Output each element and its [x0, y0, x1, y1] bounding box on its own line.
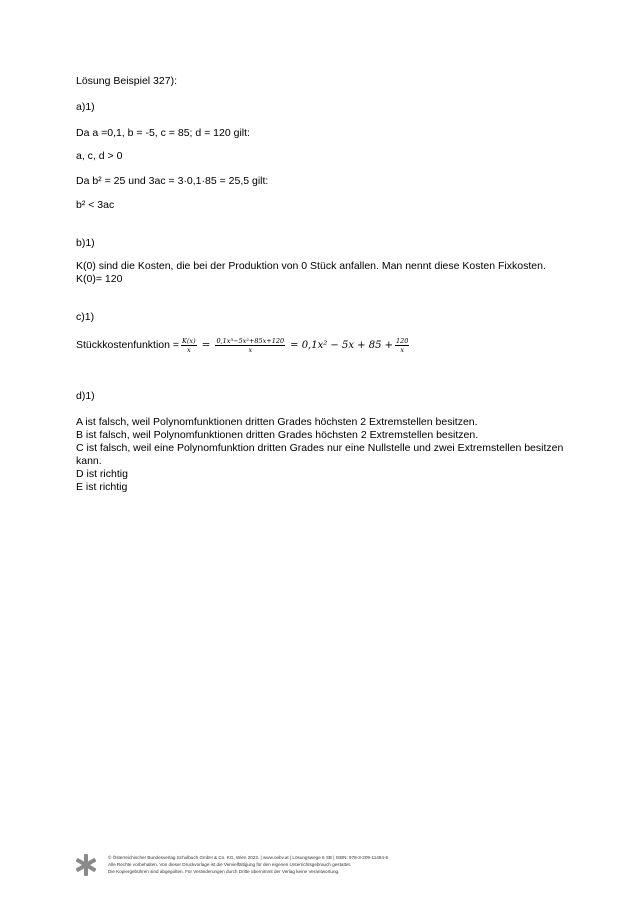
section-d-line-d: D ist richtig: [76, 468, 128, 480]
fraction-polynomial-over-x: [215, 337, 285, 354]
footer-text: [108, 854, 388, 875]
section-b-label: b)1): [76, 237, 95, 249]
fraction-120-over-x: [395, 337, 409, 354]
section-b-line-2: K(0)= 120: [76, 273, 123, 285]
section-b-line-1: K(0) sind die Kosten, die bei der Produktion von 0 Stück anfallen. Man nennt diese Kosten Fixkosten.: [76, 260, 546, 272]
footer-disclaimer: Die Kopiergebühren sind abgegolten. Für Veränderungen durch Dritte übernimmt der Verlag keine Verantwortung.: [108, 869, 340, 874]
page-footer: [76, 852, 596, 882]
section-a-line-1: Da a =0,1, b = -5, c = 85; d = 120 gilt:: [76, 127, 250, 139]
oebv-star-logo-icon: [76, 854, 96, 876]
equals-sign: =: [201, 339, 211, 351]
fraction-numerator: 120: [396, 336, 409, 345]
footer-copyright: © Österreichischer Bundesverlag Schulbuch GmbH & Co. KG, Wien 2023. | www.oebv.at | Lösungswege 6 SB | ISBN: 978-3-209-11494-5: [108, 855, 389, 860]
fraction-numerator: 0,1x³−5x²+85x+120: [216, 336, 285, 345]
section-a-line-4: b² < 3ac: [76, 199, 115, 211]
section-a-line-3: Da b² = 25 und 3ac = 3·0,1·85 = 25,5 gilt:: [76, 175, 269, 187]
section-a-label: a)1): [76, 101, 95, 113]
section-d-line-b: B ist falsch, weil Polynomfunktionen dritten Grades höchsten 2 Extremstellen besitzen.: [76, 429, 479, 441]
page-heading: Lösung Beispiel 327):: [76, 75, 177, 87]
section-a-line-2: a, c, d > 0: [76, 150, 123, 162]
section-d-label: d)1): [76, 390, 95, 402]
section-d-line-c: C ist falsch, weil eine Polynomfunktion dritten Grades nur eine Nullstelle und zwei Extremstellen besitzen kann.: [76, 442, 564, 467]
stueckkosten-formula: [76, 332, 411, 358]
footer-rights: Alle Rechte vorbehalten. Von dieser Druckvorlage ist die Vervielfältigung für den eigenen Unterrichtsgebrauch gestattet.: [108, 862, 352, 867]
section-d-line-e: E ist richtig: [76, 481, 128, 493]
simplified-expression: = 0,1x² − 5x + 85 +: [290, 339, 394, 351]
fraction-numerator: K(x): [182, 336, 196, 345]
fraction-k-over-x: [181, 337, 197, 354]
formula-prefix: Stückkostenfunktion =: [76, 339, 180, 351]
fraction-denominator: x: [186, 345, 191, 354]
section-c-label: c)1): [76, 311, 95, 323]
fraction-denominator: x: [400, 345, 405, 354]
fraction-denominator: x: [248, 345, 253, 354]
section-d-line-a: A ist falsch, weil Polynomfunktionen dritten Grades höchsten 2 Extremstellen besitzen.: [76, 416, 478, 428]
